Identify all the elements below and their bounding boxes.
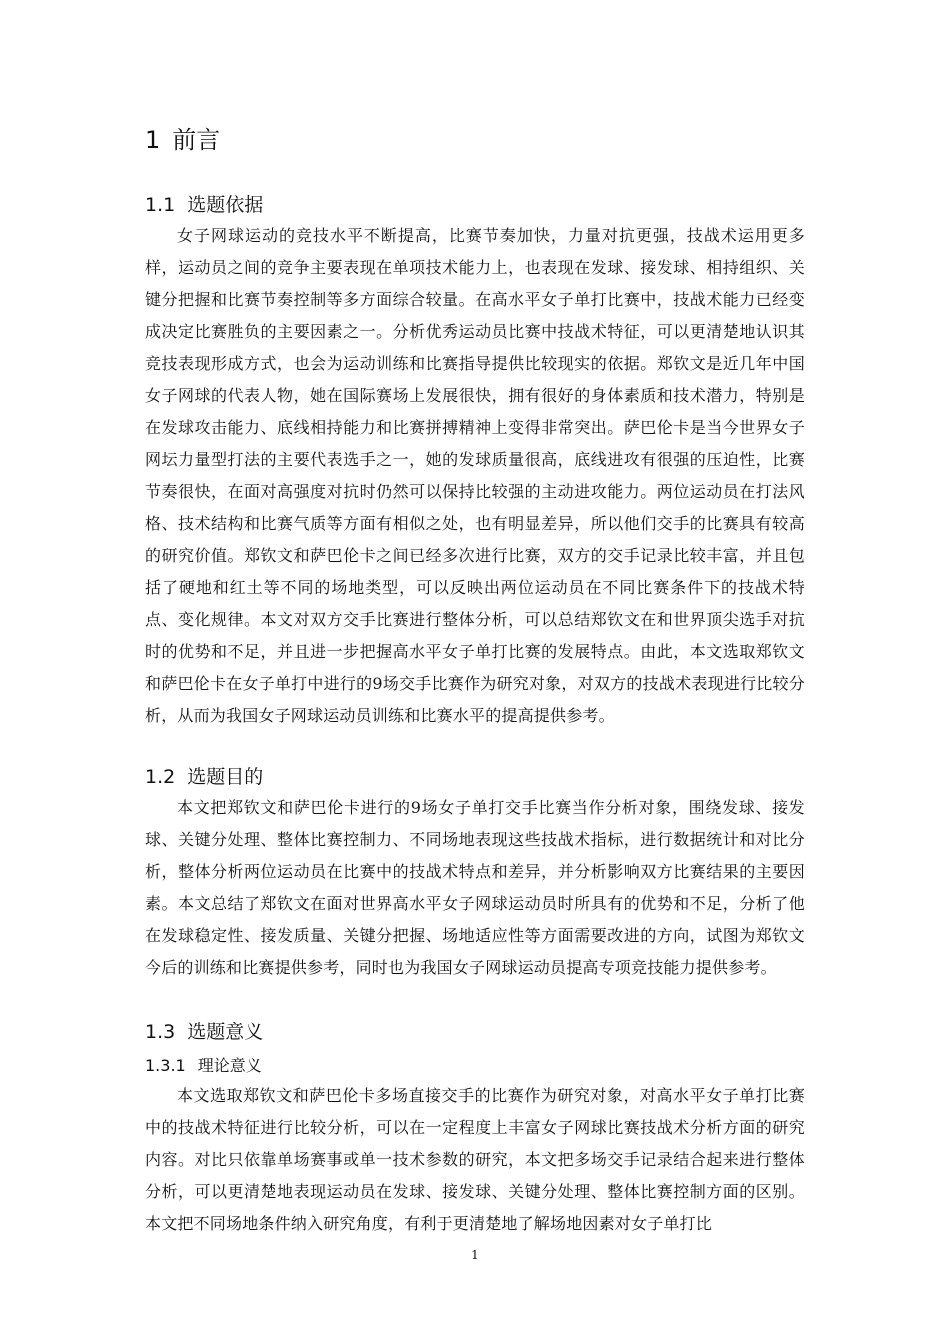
section-1-3-1-heading — [145, 1052, 262, 1080]
section-1-1-heading — [145, 190, 263, 220]
section-1-3-title: 选题意义 — [187, 1021, 264, 1043]
section-1-2-title: 选题目的 — [187, 766, 264, 788]
section-1-1-title: 选题依据 — [187, 194, 264, 216]
chapter-title: 前言 — [172, 126, 221, 154]
chapter-heading — [145, 120, 220, 160]
section-1-3-1-title: 理论意义 — [197, 1056, 262, 1075]
chapter-number: 1 — [145, 126, 161, 154]
section-1-2-number: 1.2 — [145, 766, 176, 788]
section-1-3-1-number: 1.3.1 — [145, 1056, 186, 1075]
section-1-2-heading — [145, 762, 263, 792]
section-1-1-number: 1.1 — [145, 194, 176, 216]
section-1-3-1-paragraph: 本文选取郑钦文和萨巴伦卡多场直接交手的比赛作为研究对象，对高水平女子单打比赛中的技战术特征进行比较分析，可以在一定程度上丰富女子网球比赛技战术分析方面的研究内容。对比只依靠单场赛事或单一技术参数的研究，本文把多场交手记录结合起来进行整体分析，可以更清楚地表现运动员在发球、接发球、关键分处理、整体比赛控制方面的区别。本文把不同场地条件纳入研究角度，有利于更清楚地了解场地因素对女子单打比 — [145, 1086, 805, 1233]
section-1-3-number: 1.3 — [145, 1021, 176, 1043]
page-number: 1 — [471, 1248, 479, 1262]
section-1-1-paragraph: 女子网球运动的竞技水平不断提高，比赛节奏加快，力量对抗更强，技战术运用更多样，运动员之间的竞争主要表现在单项技术能力上，也表现在发球、接发球、相持组织、关键分把握和比赛节奏控制等多方面综合较量。在高水平女子单打比赛中，技战术能力已经变成决定比赛胜负的主要因素之一。分析优秀运动员比赛中技战术特征，可以更清楚地认识其竞技表现形成方式，也会为运动训练和比赛指导提供比较现实的依据。郑钦文是近几年中国女子网球的代表人物，她在国际赛场上发展很快，拥有很好的身体素质和技术潜力，特别是在发球攻击能力、底线相持能力和比赛拼搏精神上变得非常突出。萨巴伦卡是当今世界女子网坛力量型打法的主要代表选手之一，她的发球质量很高，底线进攻有很强的压迫性，比赛节奏很快，在面对高强度对抗时仍然可以保持比较强的主动进攻能力。两位运动员在打法风格、技术结构和比赛气质等方面有相似之处，也有明显差异，所以他们交手的比赛具有较高的研究价值。郑钦文和萨巴伦卡之间已经多次进行比赛，双方的交手记录比较丰富，并且包括了硬地和红土等不同的场地类型，可以反映出两位运动员在不同比赛条件下的技战术特点、变化规律。本文对双方交手比赛进行整体分析，可以总结郑钦文在和世界顶尖选手对抗时的优势和不足，并且进一步把握高水平女子单打比赛的发展特点。由此，本文选取郑钦文和萨巴伦卡在女子单打中进行的9场交手比赛作为研究对象，对双方的技战术表现进行比较分析，从而为我国女子网球运动员训练和比赛水平的提高提供参考。 — [145, 226, 805, 725]
section-1-3-heading — [145, 1017, 263, 1047]
section-1-2-paragraph: 本文把郑钦文和萨巴伦卡进行的9场女子单打交手比赛当作分析对象，围绕发球、接发球、关键分处理、整体比赛控制力、不同场地表现这些技战术指标，进行数据统计和对比分析，整体分析两位运动员在比赛中的技战术特点和差异，并分析影响双方比赛结果的主要因素。本文总结了郑钦文在面对世界高水平女子网球运动员时所具有的优势和不足，分析了他在发球稳定性、接发质量、关键分把握、场地适应性等方面需要改进的方向，试图为郑钦文今后的训练和比赛提供参考，同时也为我国女子网球运动员提高专项竞技能力提供参考。 — [145, 798, 805, 977]
